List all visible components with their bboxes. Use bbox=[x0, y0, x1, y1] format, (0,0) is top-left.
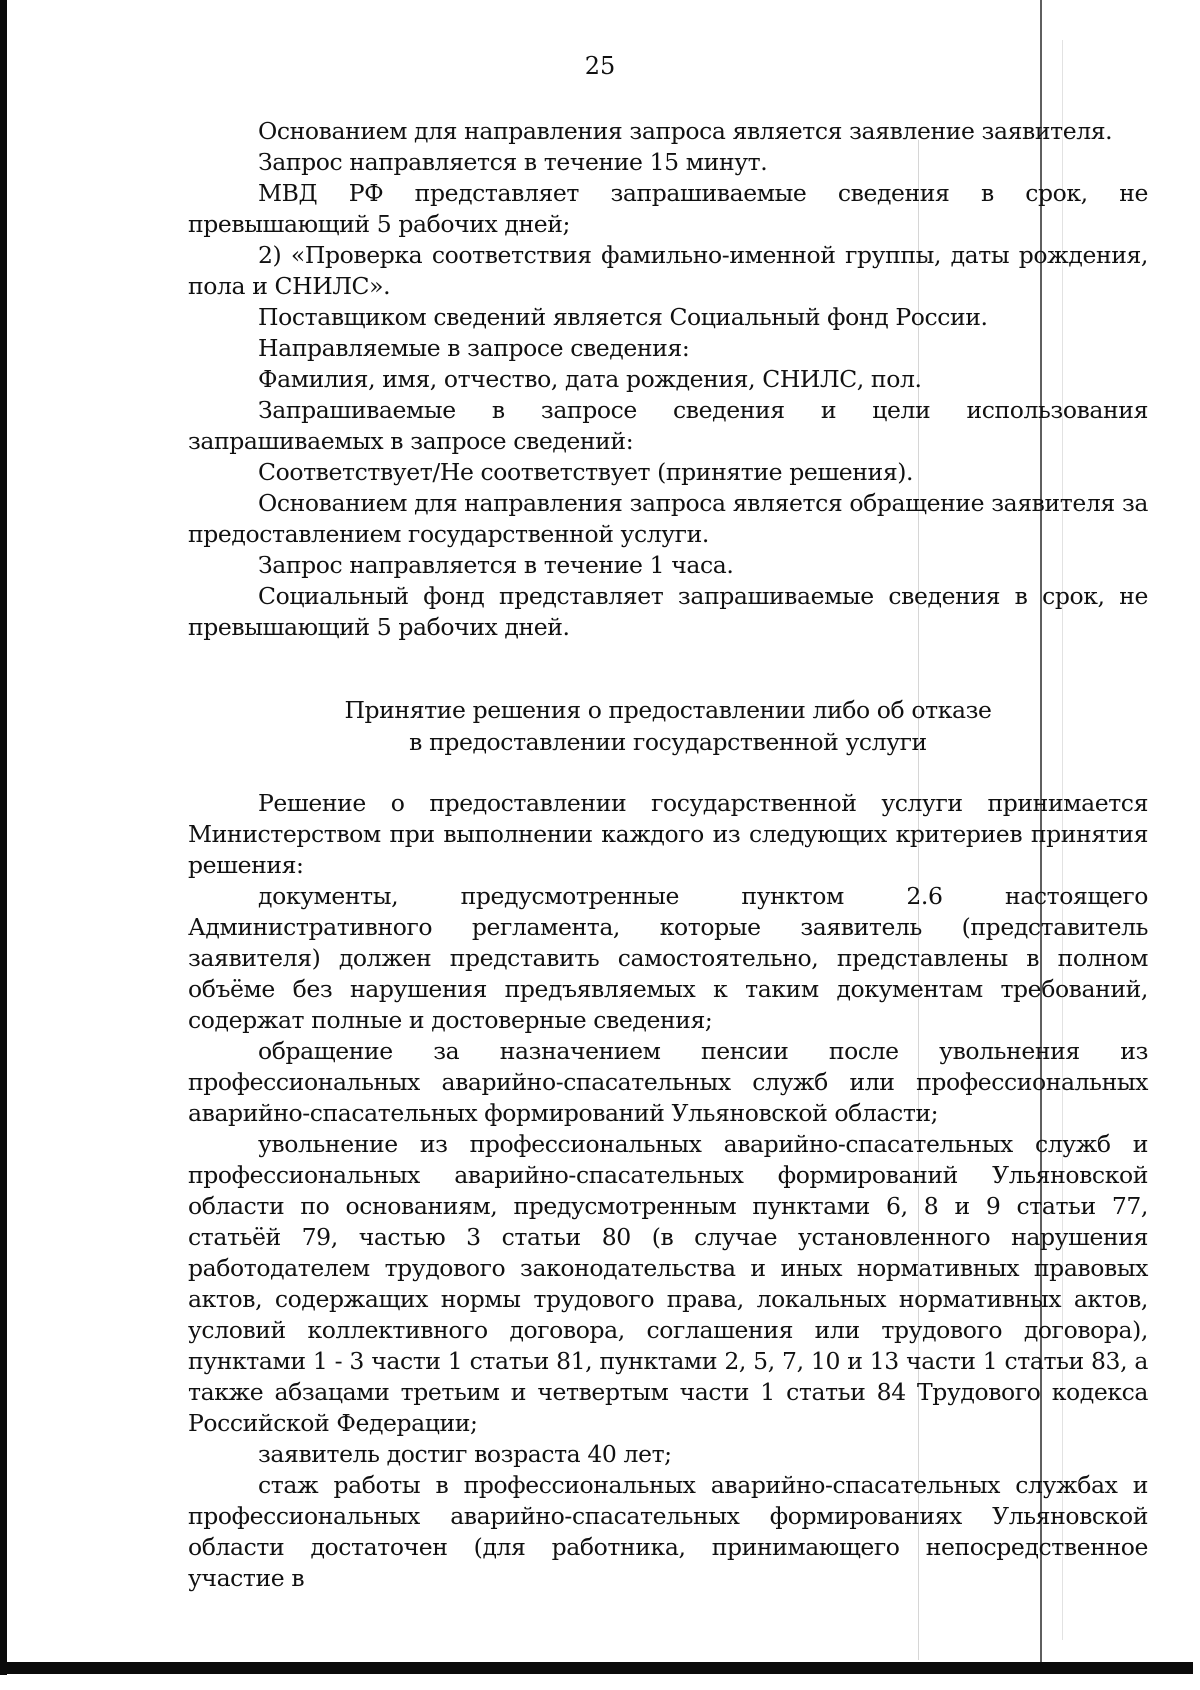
paragraph: увольнение из профессиональных аварийно-спасательных служб и профессиональных аварийно-спасательных формирований Ульяновской области по основаниям, предусмотренным пунктами 6, 8 и 9 статьи 77, статьёй 79, частью 3 статьи 80 (в случае установленного нарушения работодателем трудового законодательства и иных нормативных правовых актов, содержащих нормы трудового права, локальных нормативных актов, условий коллективного договора, соглашения или трудового договора), пунктами 1 - 3 части 1 статьи 81, пунктами 2, 5, 7, 10 и 13 части 1 статьи 83, а также абзацами третьим и четвертым части 1 статьи 84 Трудового кодекса Российской Федерации; bbox=[188, 1130, 1148, 1437]
paragraph: Социальный фонд представляет запрашиваемые сведения в срок, не превышающий 5 рабочих дней. bbox=[188, 582, 1148, 641]
paragraph: Решение о предоставлении государственной услуги принимается Министерством при выполнении каждого из следующих критериев принятия решения: bbox=[188, 789, 1148, 879]
scan-bottom-border bbox=[0, 1662, 1200, 1674]
paragraph: Запрос направляется в течение 15 минут. bbox=[258, 148, 768, 176]
paragraph: Направляемые в запросе сведения: bbox=[258, 334, 690, 362]
lower-text-block bbox=[188, 788, 1148, 1594]
paragraph: Запрашиваемые в запросе сведения и цели использования запрашиваемых в запросе сведений: bbox=[188, 396, 1148, 455]
page-number: 25 bbox=[584, 52, 616, 80]
section-heading-line: в предоставлении государственной услуги bbox=[409, 728, 927, 756]
scan-left-border bbox=[0, 0, 7, 1675]
section-heading bbox=[188, 694, 1148, 758]
paragraph: обращение за назначением пенсии после увольнения из профессиональных аварийно-спасательных служб или профессиональных аварийно-спасательных формирований Ульяновской области; bbox=[188, 1037, 1148, 1127]
upper-text-block bbox=[188, 116, 1148, 643]
page-right-edge bbox=[1193, 0, 1200, 1690]
paragraph: документы, предусмотренные пунктом 2.6 настоящего Административного регламента, которые заявитель (представитель заявителя) должен представить самостоятельно, представлены в полном объёме без нарушения предъявляемых к таким документам требований, содержат полные и достоверные сведения; bbox=[188, 882, 1148, 1034]
paragraph: Поставщиком сведений является Социальный фонд России. bbox=[258, 303, 988, 331]
paragraph: Основанием для направления запроса является заявление заявителя. bbox=[258, 117, 1113, 145]
paragraph: Фамилия, имя, отчество, дата рождения, СНИЛС, пол. bbox=[258, 365, 922, 393]
paragraph: МВД РФ представляет запрашиваемые сведения в срок, не превышающий 5 рабочих дней; bbox=[188, 179, 1148, 238]
paragraph: Запрос направляется в течение 1 часа. bbox=[258, 551, 734, 579]
paragraph: 2) «Проверка соответствия фамильно-именной группы, даты рождения, пола и СНИЛС». bbox=[188, 241, 1148, 300]
paragraph: Соответствует/Не соответствует (принятие решения). bbox=[258, 458, 914, 486]
section-heading-line: Принятие решения о предоставлении либо об отказе bbox=[344, 696, 992, 724]
paragraph: стаж работы в профессиональных аварийно-спасательных службах и профессиональных аварийно-спасательных формированиях Ульяновской области достаточен (для работника, принимающего непосредственное участие в bbox=[188, 1471, 1148, 1592]
paragraph: заявитель достиг возраста 40 лет; bbox=[258, 1440, 672, 1468]
paragraph: Основанием для направления запроса является обращение заявителя за предоставлением государственной услуги. bbox=[188, 489, 1148, 548]
